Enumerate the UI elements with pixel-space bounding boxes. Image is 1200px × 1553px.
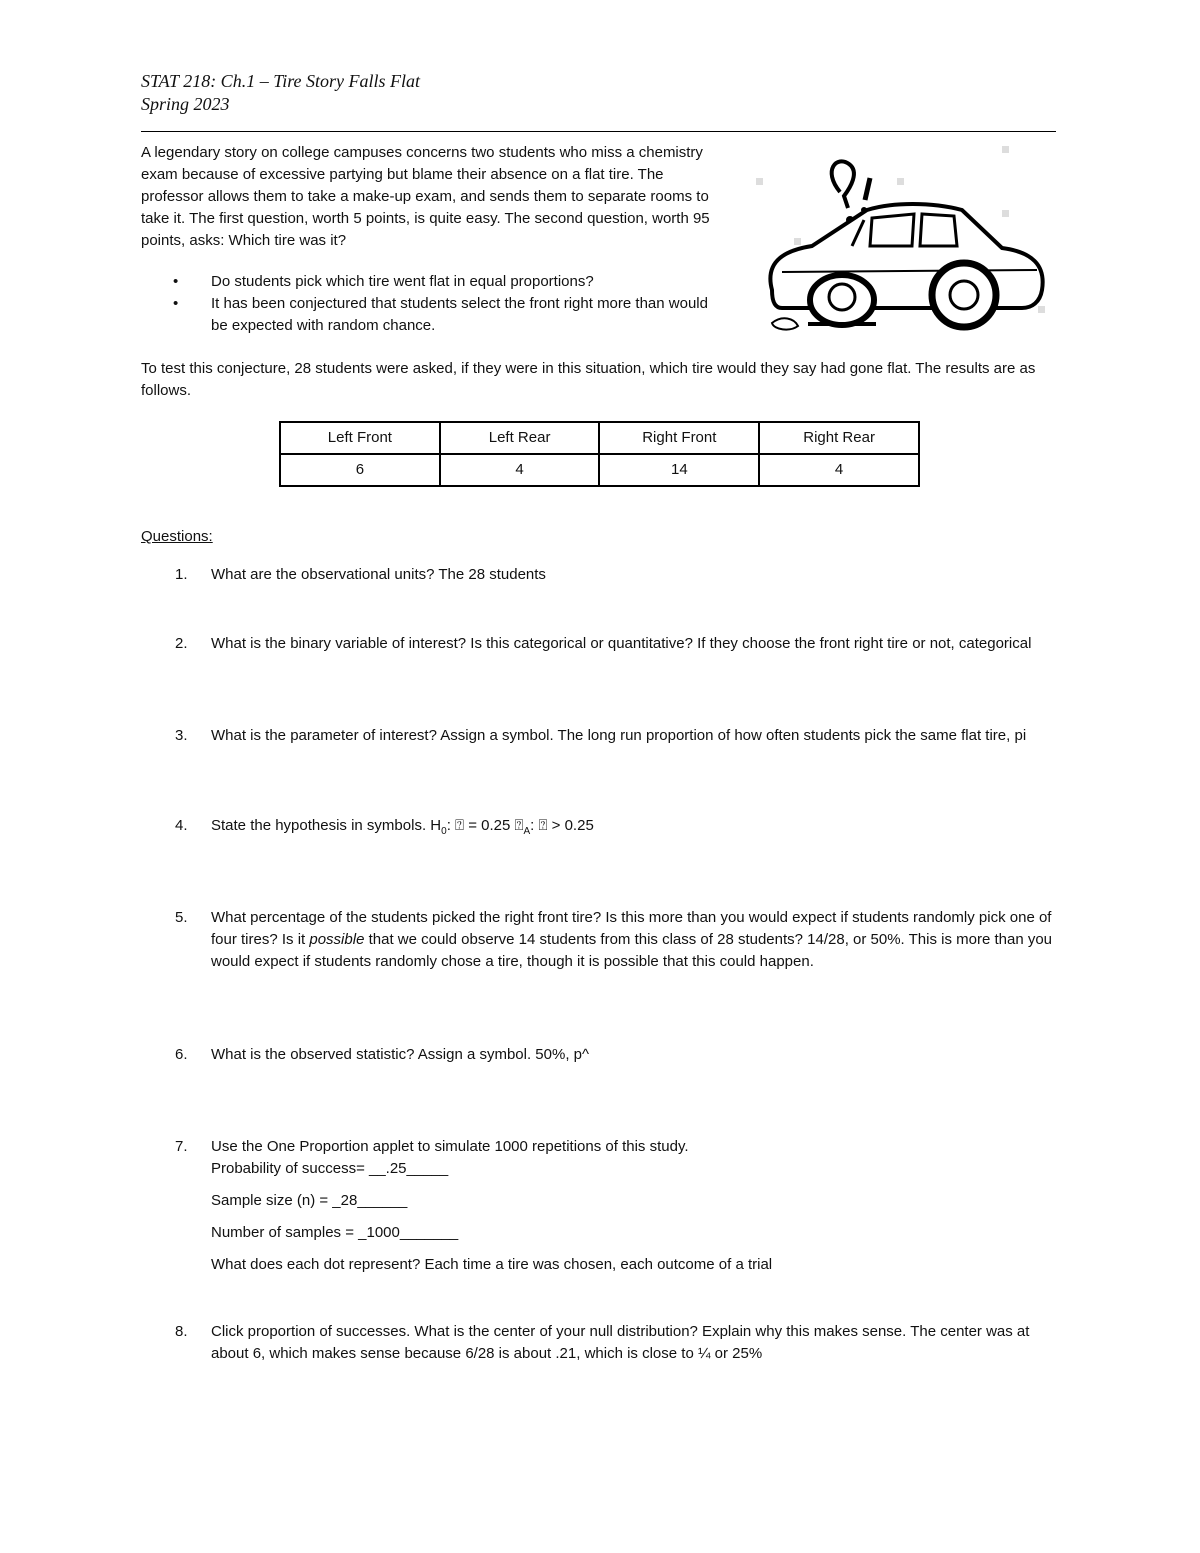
hypothesis-statement: State the hypothesis in symbols. $H_0$: ⍰ = 0.25 $⍰_A$: ⍰ > 0.25 bbox=[211, 817, 594, 837]
question-7: 7. Use the One Proportion applet to simulate 1000 repetitions of this study. Probability of success= __.25_____ Sample size (n) = _28______ Number of samples = _1000_______ What does each dot represent? Each time a tire was chosen, each outcome of a trial bbox=[141, 1136, 1056, 1276]
header-cell: Right Front bbox=[599, 422, 759, 454]
value-cell: 4 bbox=[759, 454, 919, 486]
number-of-samples: Number of samples = _1000_______ bbox=[211, 1224, 459, 1241]
table-row bbox=[280, 454, 919, 486]
question-1: 1. What are the observational units? The 28 students bbox=[175, 566, 546, 583]
document-header bbox=[141, 70, 420, 116]
question-5: 5. What percentage of the students picked the right front tire? Is this more than you would expect if students randomly pick one of four tires? Is it possible that we could observe 14 students from this class of 28 students? 14/28, or 50%. This is more than you would expect if students randomly chose a tire, though it is possible that this could happen. bbox=[175, 909, 1053, 970]
header-divider bbox=[141, 131, 1056, 132]
list-item: • Do students pick which tire went flat in equal proportions? bbox=[141, 271, 726, 293]
intro-paragraph: A legendary story on college campuses concerns two students who miss a chemistry exam because of excessive partying but blame their absence on a flat tire. The professor allows them to take a make-up exam, and sends them to separate rooms to take it. The first question, worth 5 points, is quite easy. The second question, worth 95 points, asks: Which tire was it? bbox=[141, 144, 710, 249]
bullet-list bbox=[141, 271, 726, 337]
question-8: 8. Click proportion of successes. What is the center of your null distribution? Explain why this makes sense. The center was at about 6, which makes sense because 6/28 is about .21, which is close to ¼ or 25% bbox=[175, 1323, 1030, 1362]
results-table bbox=[279, 421, 920, 487]
question-2: 2. What is the binary variable of interest? Is this categorical or quantitative? If they choose the front right tire or not, categorical bbox=[175, 635, 1032, 652]
conjecture-paragraph: To test this conjecture, 28 students were asked, if they were in this situation, which tire would they say had gone flat. The results are as follows. bbox=[141, 360, 1036, 399]
flat-tire-car-illustration bbox=[752, 140, 1052, 335]
value-cell: 6 bbox=[280, 454, 440, 486]
table-header-row bbox=[280, 422, 919, 454]
questions-heading: Questions: bbox=[141, 528, 213, 545]
header-cell: Left Rear bbox=[440, 422, 600, 454]
question-4: 4. State the hypothesis in symbols. $H_0$: ⍰ = 0.25 $⍰_A$: ⍰ > 0.25 bbox=[141, 815, 1056, 843]
header-cell: Left Front bbox=[280, 422, 440, 454]
question-6: 6. What is the observed statistic? Assign a symbol. 50%, p^ bbox=[175, 1046, 590, 1063]
sample-size: Sample size (n) = _28______ bbox=[211, 1192, 408, 1209]
value-cell: 14 bbox=[599, 454, 759, 486]
value-cell: 4 bbox=[440, 454, 600, 486]
probability-of-success: Probability of success= __.25_____ bbox=[211, 1160, 449, 1177]
bullet-icon: • bbox=[173, 273, 179, 290]
document-title: STAT 218: Ch.1 – Tire Story Falls Flat bbox=[141, 71, 421, 91]
header-cell: Right Rear bbox=[759, 422, 919, 454]
question-3: 3. What is the parameter of interest? Assign a symbol. The long run proportion of how often students pick the same flat tire, pi bbox=[175, 727, 1027, 744]
list-item: • It has been conjectured that students select the front right more than would be expected with random chance. bbox=[173, 295, 708, 334]
document-term: Spring 2023 bbox=[141, 94, 230, 114]
bullet-icon: • bbox=[173, 295, 179, 312]
